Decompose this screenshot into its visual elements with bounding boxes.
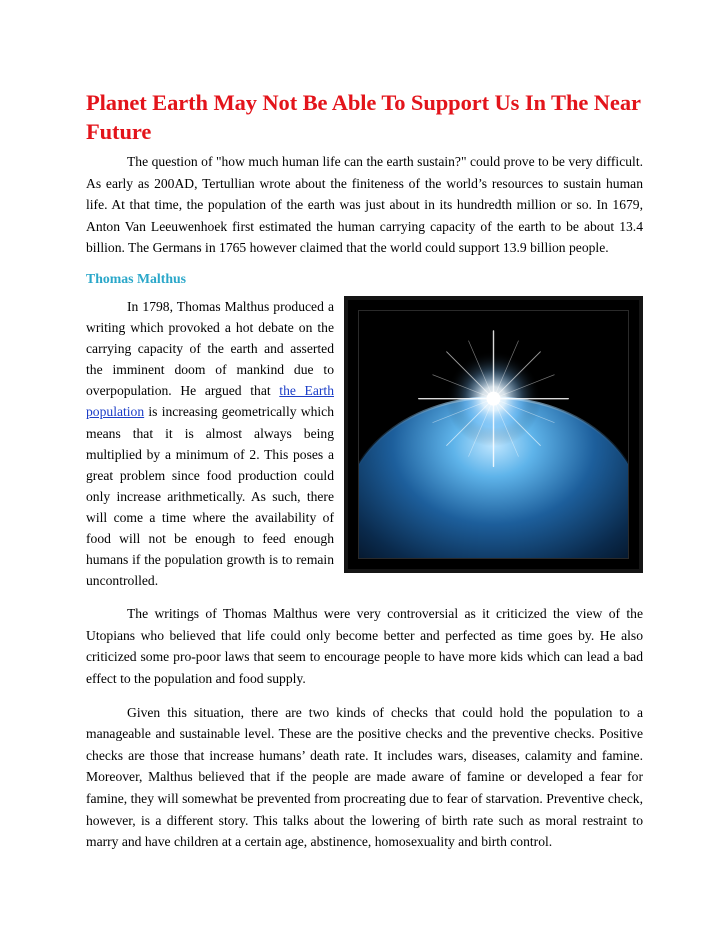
malthus-text-before-link: In 1798, Thomas Malthus produced a writing which provoked a hot debate on the carrying capacity of the earth and asserted the imminent doom of mankind due to overpopulation. He argued that bbox=[86, 298, 334, 399]
page-title: Planet Earth May Not Be Able To Support Us In The Near Future bbox=[86, 90, 641, 144]
earth-sunrise-image bbox=[344, 296, 643, 573]
document-page bbox=[86, 88, 643, 853]
checks-paragraph: Given this situation, there are two kinds of checks that could hold the population to a manageable and sustainable level. These are the positive checks and the preventive checks. Positive checks are those that increase humans’ death rate. It includes wars, diseases, calamity and famine. Moreover, Malthus believed that if the people are made aware of famine or developed a fear for famine, they will somewhat be prevented from procreating due to fear of starvation. Preventive check, however, is a different story. This talks about the lowering of birth rate such as moral restraint to marry and have children at a certain age, abstinence, homosexuality and birth control. bbox=[86, 704, 643, 850]
earth-from-space-illustration bbox=[359, 311, 628, 558]
intro-paragraph: The question of "how much human life can the earth sustain?" could prove to be very difficult. As early as 200AD, Tertullian wrote about the finiteness of the world’s resources to sustain human life. At that time, the population of the earth was just about in its hundredth million or so. In 1679, Anton Van Leeuwenhoek first estimated the human carrying capacity of the earth to be about 13.4 billion. The Germans in 1765 however claimed that the world could support 13.9 billion people. bbox=[86, 154, 643, 256]
section-heading-thomas-malthus: Thomas Malthus bbox=[86, 270, 187, 286]
earth-population-link[interactable]: the Earth population bbox=[86, 383, 334, 420]
malthus-text-after-link: is increasing geometrically which means that it is almost always being multiplied by a minimum of 2. This poses a great problem since food production could only increase arithmetically. As such, there will come a time where the availability of food will not be enough to feed enough humans if the population growth is to remain uncontrolled. bbox=[86, 404, 334, 589]
malthus-section bbox=[86, 296, 643, 591]
controversial-paragraph: The writings of Thomas Malthus were very controversial as it criticized the view of the Utopians who believed that life could only become better and perfected as time goes by. He also criticized some pro-poor laws that seem to encourage people to have more kids which can lead a bad effect to the population and food supply. bbox=[86, 606, 643, 687]
earth-sunrise-image-frame bbox=[358, 310, 629, 559]
